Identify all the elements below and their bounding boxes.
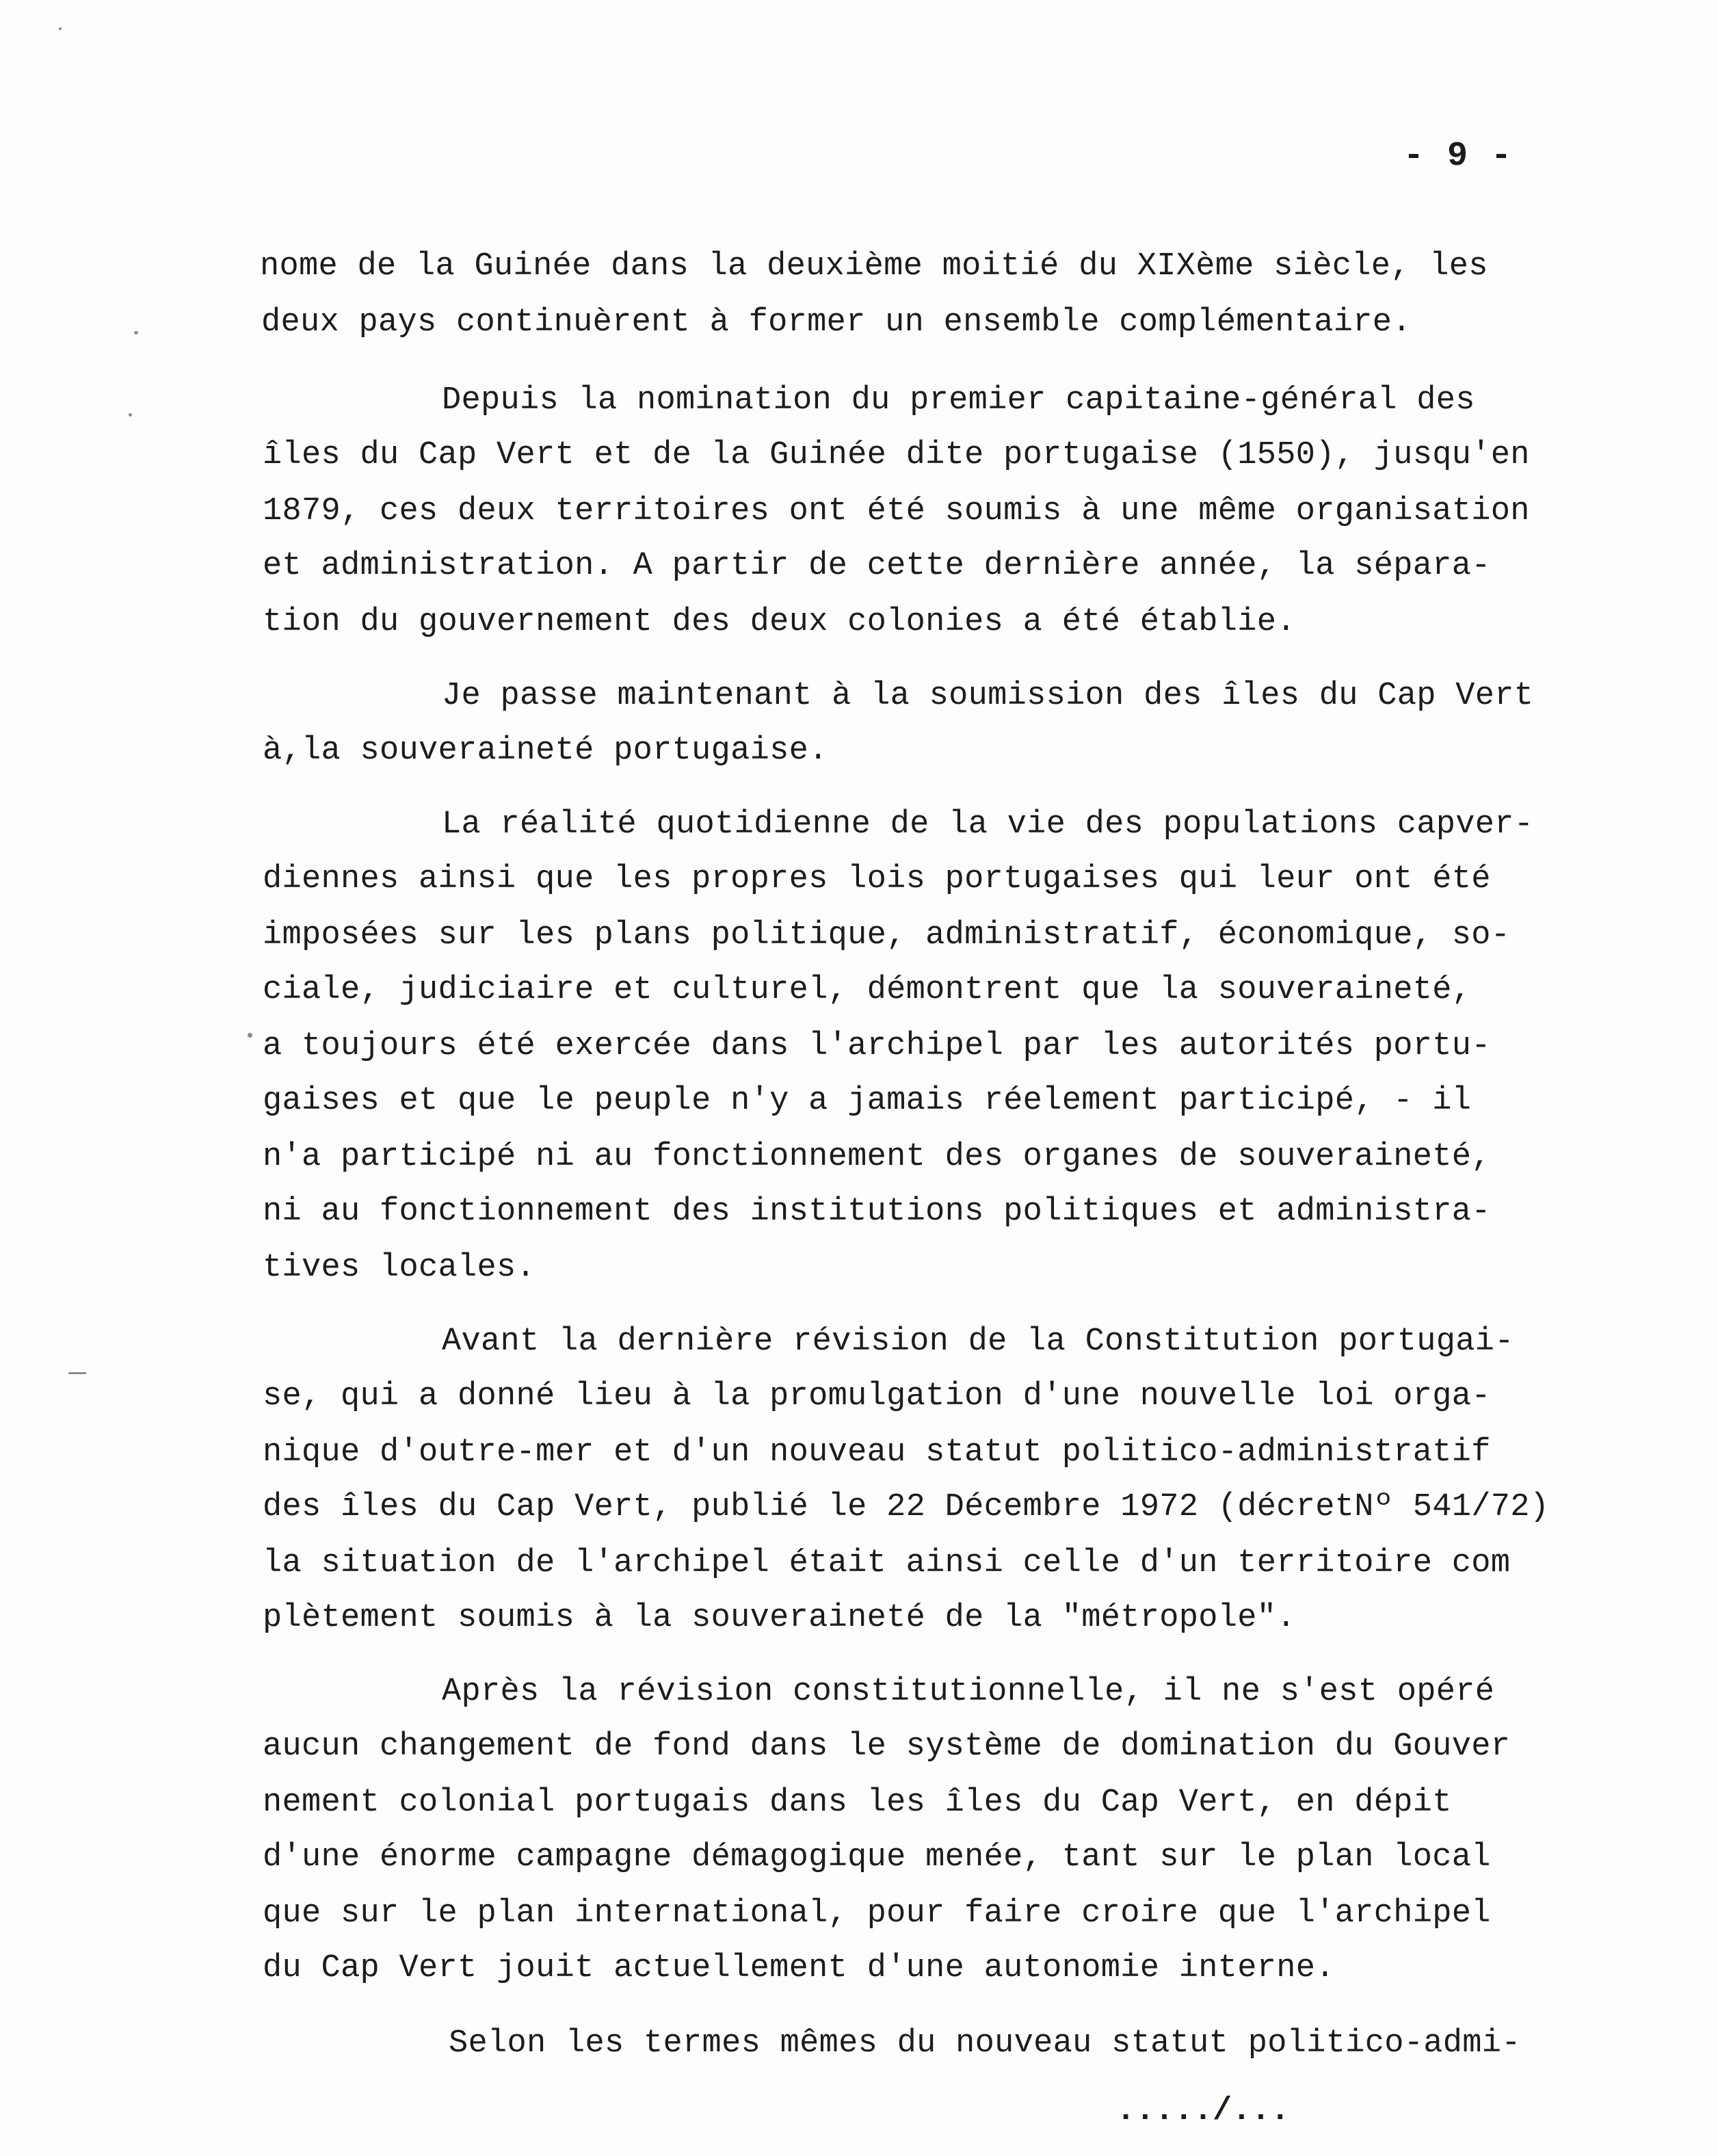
text-line: ni au fonctionnement des institutions politiques et administra- [263, 1194, 1491, 1230]
text-line: plètement soumis à la souveraineté de la "métropole". [263, 1600, 1296, 1636]
text-line: tion du gouvernement des deux colonies a été établie. [263, 604, 1296, 640]
text-line: La réalité quotidienne de la vie des populations capver- [442, 806, 1534, 843]
text-line: du Cap Vert jouit actuellement d'une autonomie interne. [263, 1950, 1335, 1986]
text-line: des îles du Cap Vert, publié le 22 Décembre 1972 (décretNº 541/72) [263, 1489, 1550, 1525]
text-line: que sur le plan international, pour faire croire que l'archipel [263, 1895, 1491, 1932]
text-line: nique d'outre-mer et d'un nouveau statut politico-administratif [263, 1434, 1491, 1471]
scan-speck [134, 331, 138, 334]
scan-speck [248, 1033, 252, 1038]
text-line: nome de la Guinée dans la deuxième moitié du XIXème siècle, les [260, 248, 1488, 285]
text-line: tives locales. [263, 1250, 536, 1286]
scan-speck [129, 413, 132, 417]
text-line: Selon les termes mêmes du nouveau statut politico-admi- [449, 2025, 1521, 2062]
text-line: se, qui a donné lieu à la promulgation d'une nouvelle loi orga- [263, 1378, 1491, 1415]
continuation-marker: ...../... [1116, 2093, 1290, 2129]
text-line: deux pays continuèrent à former un ensemble complémentaire. [261, 304, 1412, 341]
text-line: gaises et que le peuple n'y a jamais réelement participé, - il [263, 1083, 1472, 1119]
scan-speck [59, 27, 62, 30]
text-line: diennes ainsi que les propres lois portugaises qui leur ont été [263, 861, 1491, 897]
text-line: à,la souveraineté portugaise. [263, 733, 828, 769]
text-line: a toujours été exercée dans l'archipel par les autorités portu- [263, 1028, 1491, 1064]
text-line: aucun changement de fond dans le système de domination du Gouver [263, 1728, 1511, 1765]
text-line: et administration. A partir de cette dernière année, la sépara- [263, 548, 1491, 584]
scan-speck [68, 1372, 86, 1374]
text-line: Depuis la nomination du premier capitaine-général des [442, 382, 1475, 419]
text-line: Je passe maintenant à la soumission des îles du Cap Vert [442, 678, 1534, 714]
text-line: n'a participé ni au fonctionnement des organes de souveraineté, [263, 1139, 1491, 1175]
text-line: nement colonial portugais dans les îles du Cap Vert, en dépit [263, 1785, 1452, 1821]
text-line: Avant la dernière révision de la Constitution portugai- [442, 1324, 1514, 1360]
page-number: - 9 - [1403, 137, 1514, 176]
text-line: imposées sur les plans politique, administratif, économique, so- [263, 917, 1511, 954]
text-line: ciale, judiciaire et culturel, démontrent que la souveraineté, [263, 972, 1472, 1008]
text-line: 1879, ces deux territoires ont été soumis à une même organisation [263, 493, 1530, 529]
text-line: îles du Cap Vert et de la Guinée dite portugaise (1550), jusqu'en [263, 437, 1530, 473]
text-line: la situation de l'archipel était ainsi celle d'un territoire com [263, 1545, 1511, 1581]
text-line: Après la révision constitutionnelle, il ne s'est opéré [442, 1674, 1495, 1710]
text-line: d'une énorme campagne démagogique menée, tant sur le plan local [263, 1839, 1491, 1876]
